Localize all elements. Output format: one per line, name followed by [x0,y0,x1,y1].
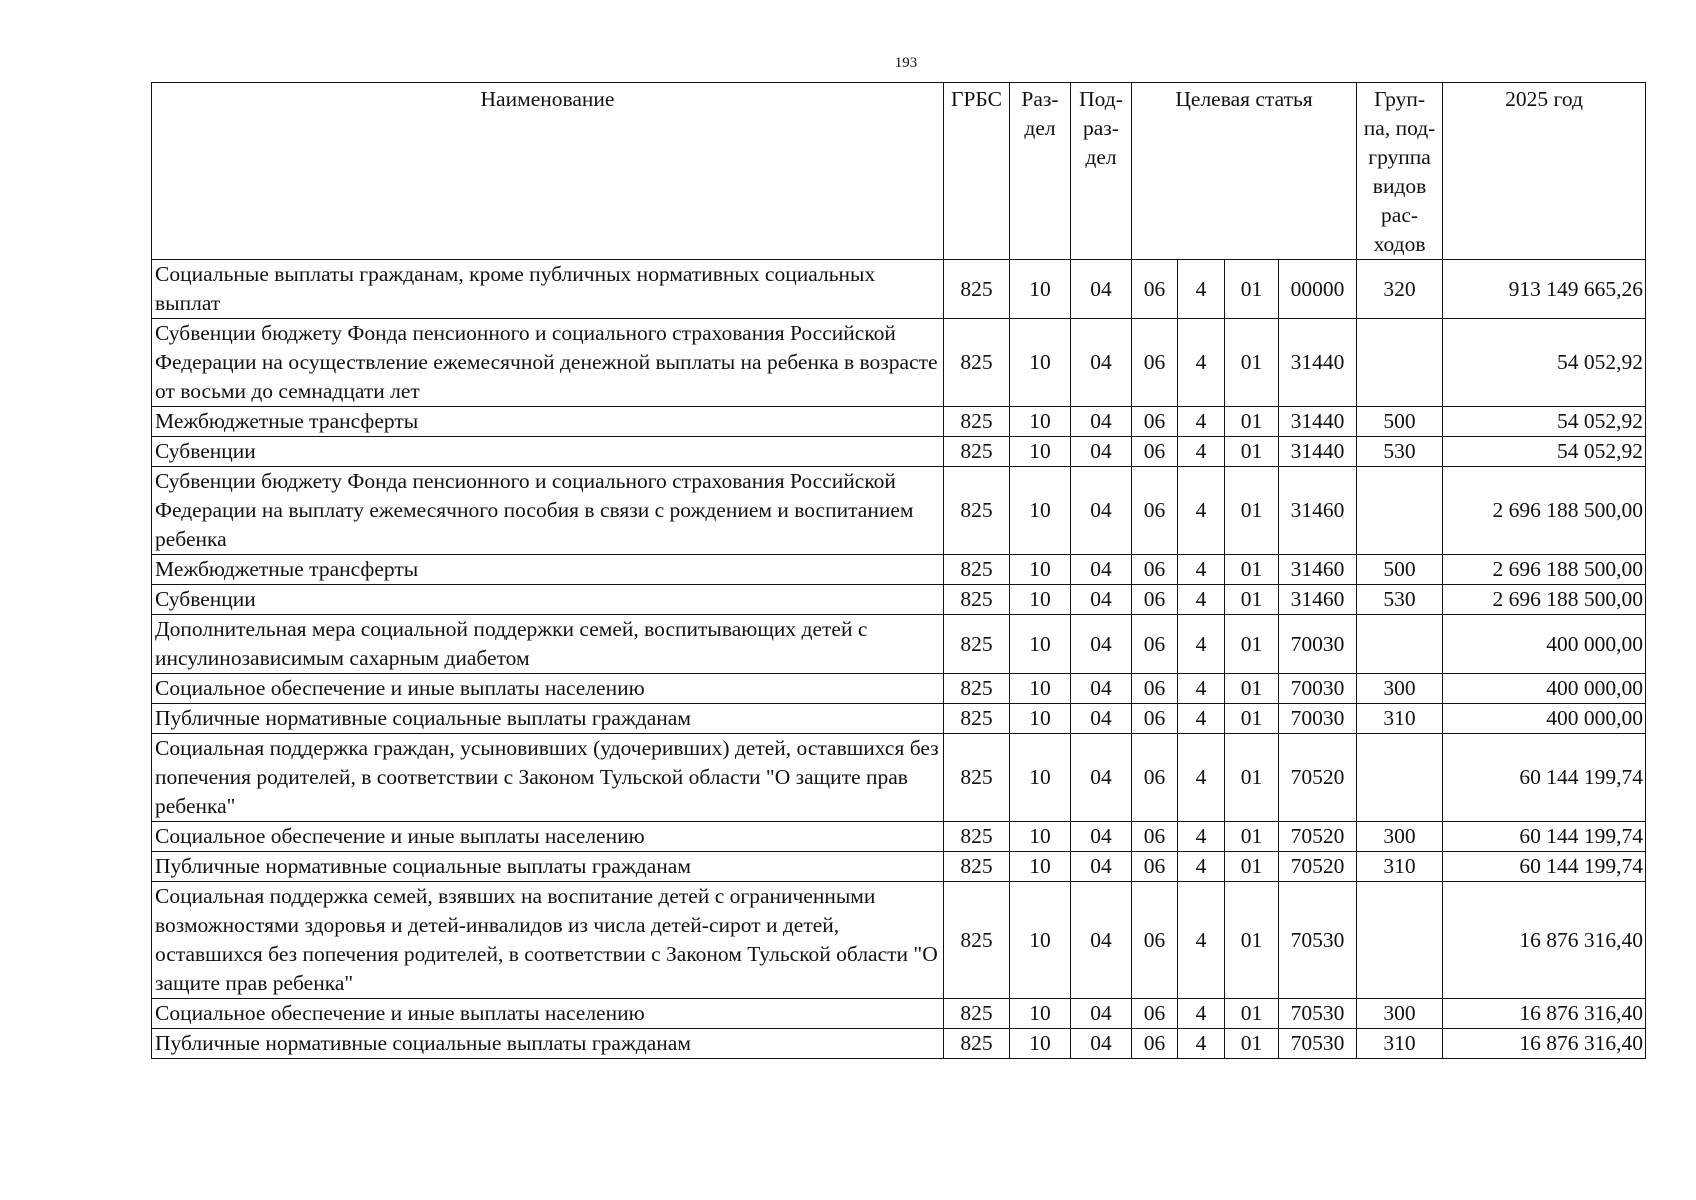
row-target-part1: 06 [1132,1029,1178,1059]
row-target-part1: 06 [1132,467,1178,555]
row-amount: 913 149 665,26 [1443,260,1646,319]
row-podrazdel: 04 [1071,704,1132,734]
row-amount: 60 144 199,74 [1443,822,1646,852]
table-row [152,437,1646,467]
row-target-part4: 70530 [1279,882,1357,999]
row-amount: 54 052,92 [1443,319,1646,407]
row-razdel: 10 [1010,615,1071,674]
header-grbs: ГРБС [944,83,1010,260]
row-amount: 400 000,00 [1443,674,1646,704]
row-amount: 16 876 316,40 [1443,999,1646,1029]
row-podrazdel: 04 [1071,585,1132,615]
row-target-part2: 4 [1178,260,1225,319]
row-podrazdel: 04 [1071,1029,1132,1059]
row-target-part2: 4 [1178,319,1225,407]
row-name: Межбюджетные трансферты [152,407,944,437]
row-name: Публичные нормативные социальные выплаты гражданам [152,704,944,734]
row-target-part2: 4 [1178,615,1225,674]
row-target-part1: 06 [1132,555,1178,585]
row-podrazdel: 04 [1071,822,1132,852]
row-amount: 400 000,00 [1443,704,1646,734]
row-target-part2: 4 [1178,999,1225,1029]
row-grbs: 825 [944,882,1010,999]
row-grbs: 825 [944,615,1010,674]
row-podrazdel: 04 [1071,437,1132,467]
row-target-part1: 06 [1132,319,1178,407]
row-amount: 16 876 316,40 [1443,1029,1646,1059]
row-target-part4: 31440 [1279,407,1357,437]
row-group: 320 [1357,260,1443,319]
row-amount: 400 000,00 [1443,615,1646,674]
table-row [152,704,1646,734]
row-razdel: 10 [1010,999,1071,1029]
row-target-part2: 4 [1178,674,1225,704]
row-group: 530 [1357,437,1443,467]
row-group [1357,615,1443,674]
row-razdel: 10 [1010,437,1071,467]
header-year: 2025 год [1443,83,1646,260]
table-row [152,585,1646,615]
row-target-part4: 31440 [1279,437,1357,467]
row-grbs: 825 [944,260,1010,319]
row-target-part1: 06 [1132,674,1178,704]
row-target-part4: 70520 [1279,822,1357,852]
row-target-part4: 31460 [1279,467,1357,555]
row-group [1357,319,1443,407]
table-row [152,734,1646,822]
row-razdel: 10 [1010,585,1071,615]
row-group: 500 [1357,407,1443,437]
row-target-part3: 01 [1225,319,1279,407]
row-razdel: 10 [1010,555,1071,585]
row-podrazdel: 04 [1071,260,1132,319]
row-name: Социальная поддержка граждан, усыновивших (удочеривших) детей, оставшихся без попечения родителей, в соответствии с Законом Тульской области "О защите прав ребенка" [152,734,944,822]
row-name: Межбюджетные трансферты [152,555,944,585]
table-row [152,407,1646,437]
row-razdel: 10 [1010,852,1071,882]
row-target-part4: 70030 [1279,704,1357,734]
row-target-part2: 4 [1178,822,1225,852]
row-razdel: 10 [1010,1029,1071,1059]
table-row [152,467,1646,555]
row-amount: 2 696 188 500,00 [1443,555,1646,585]
row-group: 310 [1357,852,1443,882]
row-name: Публичные нормативные социальные выплаты гражданам [152,852,944,882]
table-row [152,999,1646,1029]
row-name: Социальная поддержка семей, взявших на воспитание детей с ограниченными возможностями здоровья и детей-инвалидов из числа детей-сирот и детей, оставшихся без попечения родителей, в соответствии с Законом Тульской области "О защите прав ребенка" [152,882,944,999]
row-grbs: 825 [944,437,1010,467]
row-target-part3: 01 [1225,734,1279,822]
row-name: Социальное обеспечение и иные выплаты населению [152,999,944,1029]
table-row [152,822,1646,852]
row-podrazdel: 04 [1071,734,1132,822]
row-group [1357,882,1443,999]
row-target-part2: 4 [1178,555,1225,585]
row-target-part1: 06 [1132,822,1178,852]
table-row [152,615,1646,674]
row-podrazdel: 04 [1071,555,1132,585]
row-target-part2: 4 [1178,704,1225,734]
row-target-part1: 06 [1132,852,1178,882]
row-target-part3: 01 [1225,882,1279,999]
page-number: 193 [894,55,918,71]
row-amount: 60 144 199,74 [1443,852,1646,882]
row-grbs: 825 [944,467,1010,555]
row-podrazdel: 04 [1071,882,1132,999]
row-target-part4: 70030 [1279,615,1357,674]
row-target-part3: 01 [1225,852,1279,882]
row-target-part1: 06 [1132,734,1178,822]
row-name: Субвенции бюджету Фонда пенсионного и социального страхования Российской Федерации на осуществление ежемесячной денежной выплаты на ребенка в возрасте от восьми до семнадцати лет [152,319,944,407]
row-target-part1: 06 [1132,437,1178,467]
row-target-part3: 01 [1225,467,1279,555]
row-grbs: 825 [944,822,1010,852]
row-target-part4: 31440 [1279,319,1357,407]
row-podrazdel: 04 [1071,467,1132,555]
row-name: Публичные нормативные социальные выплаты гражданам [152,1029,944,1059]
row-razdel: 10 [1010,704,1071,734]
row-razdel: 10 [1010,467,1071,555]
row-target-part1: 06 [1132,999,1178,1029]
row-podrazdel: 04 [1071,407,1132,437]
row-target-part2: 4 [1178,585,1225,615]
row-podrazdel: 04 [1071,852,1132,882]
row-razdel: 10 [1010,882,1071,999]
table-row [152,1029,1646,1059]
row-name: Социальное обеспечение и иные выплаты населению [152,822,944,852]
header-name: Наименование [152,83,944,260]
row-target-part2: 4 [1178,437,1225,467]
row-target-part1: 06 [1132,407,1178,437]
row-razdel: 10 [1010,260,1071,319]
table-row [152,319,1646,407]
table-row [152,674,1646,704]
row-target-part3: 01 [1225,999,1279,1029]
row-grbs: 825 [944,407,1010,437]
row-razdel: 10 [1010,407,1071,437]
table-row [152,882,1646,999]
row-target-part2: 4 [1178,734,1225,822]
row-podrazdel: 04 [1071,319,1132,407]
row-group: 300 [1357,822,1443,852]
row-group: 300 [1357,674,1443,704]
row-target-part2: 4 [1178,467,1225,555]
row-target-part4: 70530 [1279,999,1357,1029]
row-group [1357,467,1443,555]
row-target-part4: 00000 [1279,260,1357,319]
row-podrazdel: 04 [1071,999,1132,1029]
row-target-part3: 01 [1225,555,1279,585]
row-group: 530 [1357,585,1443,615]
row-grbs: 825 [944,999,1010,1029]
row-amount: 54 052,92 [1443,437,1646,467]
row-target-part4: 70520 [1279,852,1357,882]
row-grbs: 825 [944,674,1010,704]
table-header-row [152,83,1646,260]
row-target-part1: 06 [1132,704,1178,734]
row-group: 310 [1357,1029,1443,1059]
row-amount: 2 696 188 500,00 [1443,467,1646,555]
row-razdel: 10 [1010,822,1071,852]
row-target-part4: 70530 [1279,1029,1357,1059]
row-target-part2: 4 [1178,882,1225,999]
row-target-part3: 01 [1225,615,1279,674]
row-target-part2: 4 [1178,407,1225,437]
header-target: Целевая статья [1132,83,1357,260]
row-target-part3: 01 [1225,674,1279,704]
row-group [1357,734,1443,822]
row-target-part3: 01 [1225,704,1279,734]
row-group: 500 [1357,555,1443,585]
row-target-part4: 70030 [1279,674,1357,704]
row-target-part3: 01 [1225,822,1279,852]
row-target-part4: 70520 [1279,734,1357,822]
row-grbs: 825 [944,555,1010,585]
row-target-part1: 06 [1132,585,1178,615]
row-grbs: 825 [944,319,1010,407]
table-row [152,260,1646,319]
row-name: Субвенции бюджету Фонда пенсионного и социального страхования Российской Федерации на выплату ежемесячного пособия в связи с рождением и воспитанием ребенка [152,467,944,555]
row-name: Субвенции [152,437,944,467]
row-amount: 16 876 316,40 [1443,882,1646,999]
header-podrazdel: Под- раз- дел [1071,83,1132,260]
row-name: Субвенции [152,585,944,615]
row-amount: 2 696 188 500,00 [1443,585,1646,615]
header-group: Груп- па, под- группа видов рас- ходов [1357,83,1443,260]
row-grbs: 825 [944,734,1010,822]
row-grbs: 825 [944,852,1010,882]
row-grbs: 825 [944,1029,1010,1059]
row-razdel: 10 [1010,734,1071,822]
row-grbs: 825 [944,704,1010,734]
row-target-part4: 31460 [1279,555,1357,585]
table-body [152,260,1646,1059]
row-target-part3: 01 [1225,1029,1279,1059]
row-target-part3: 01 [1225,407,1279,437]
row-name: Социальное обеспечение и иные выплаты населению [152,674,944,704]
row-podrazdel: 04 [1071,615,1132,674]
row-group: 310 [1357,704,1443,734]
row-name: Дополнительная мера социальной поддержки семей, воспитывающих детей с инсулинозависимым сахарным диабетом [152,615,944,674]
row-target-part4: 31460 [1279,585,1357,615]
row-name: Социальные выплаты гражданам, кроме публичных нормативных социальных выплат [152,260,944,319]
row-razdel: 10 [1010,674,1071,704]
row-target-part2: 4 [1178,1029,1225,1059]
budget-table [151,82,1646,1059]
row-podrazdel: 04 [1071,674,1132,704]
row-target-part1: 06 [1132,260,1178,319]
row-razdel: 10 [1010,319,1071,407]
row-target-part3: 01 [1225,260,1279,319]
table-row [152,555,1646,585]
row-target-part1: 06 [1132,615,1178,674]
row-group: 300 [1357,999,1443,1029]
row-amount: 60 144 199,74 [1443,734,1646,822]
row-target-part1: 06 [1132,882,1178,999]
table-row [152,852,1646,882]
row-target-part3: 01 [1225,585,1279,615]
row-grbs: 825 [944,585,1010,615]
row-target-part3: 01 [1225,437,1279,467]
row-amount: 54 052,92 [1443,407,1646,437]
header-razdel: Раз- дел [1010,83,1071,260]
row-target-part2: 4 [1178,852,1225,882]
